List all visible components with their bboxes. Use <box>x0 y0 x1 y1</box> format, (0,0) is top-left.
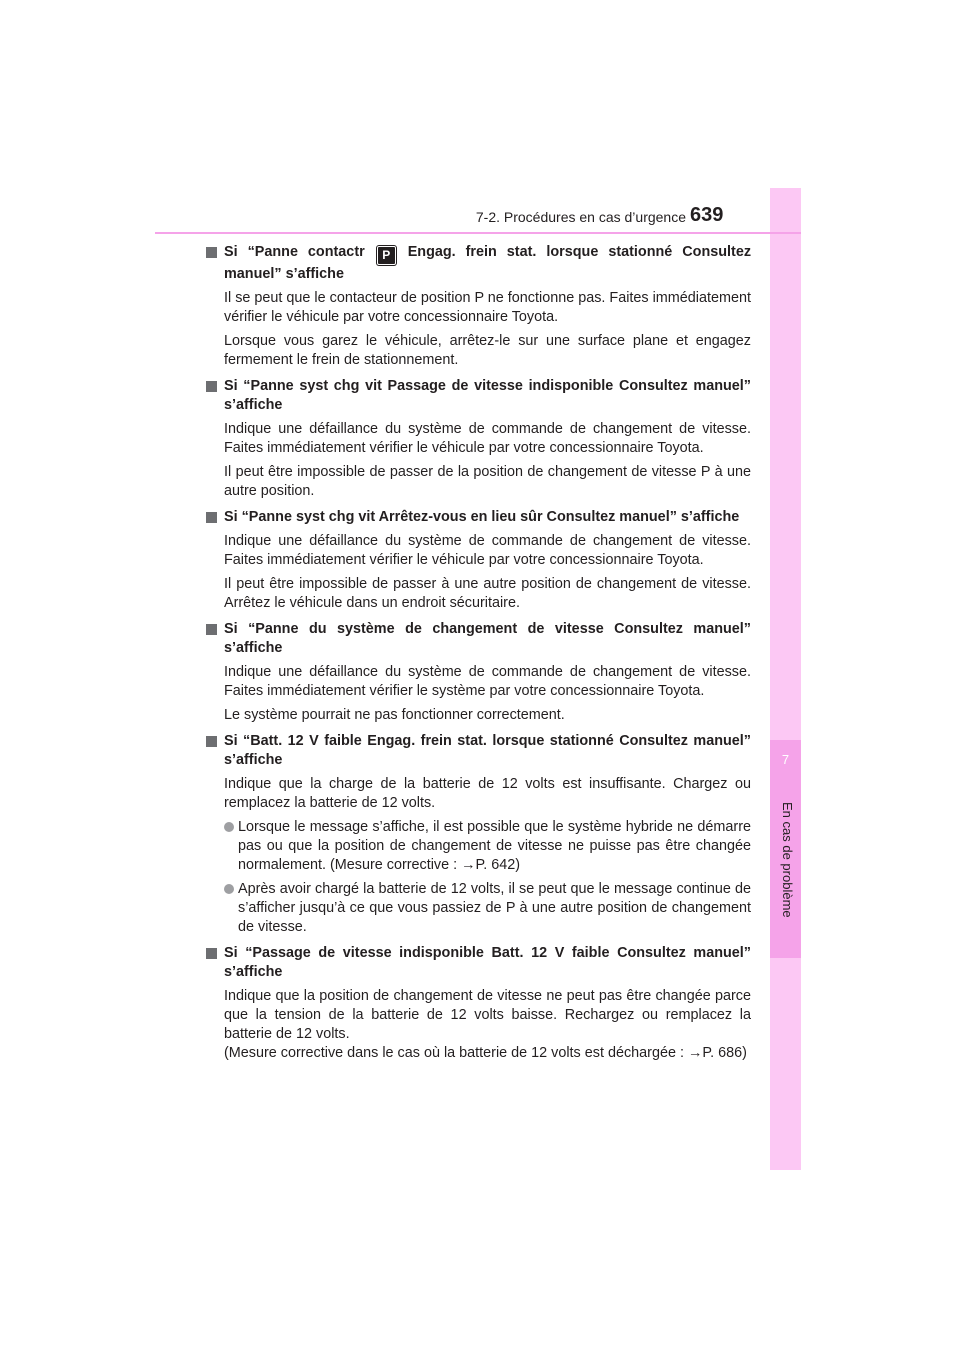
square-bullet-icon <box>206 381 217 392</box>
paragraph: Indique une défaillance du système de commande de changement de vitesse. Faites immédiatement vérifier le véhicule par votre concessionnaire Toyota. <box>224 533 751 568</box>
section-heading: Si “Panne syst chg vit Passage de vitesse indisponible Consultez manuel” s’affiche <box>206 377 751 415</box>
paragraph: Lorsque vous garez le véhicule, arrêtez-le sur une surface plane et engagez fermement le frein de stationnement. <box>224 333 751 368</box>
paragraph: Indique que la charge de la batterie de 12 volts est insuffisante. Chargez ou remplacez la batterie de 12 volts. <box>224 776 751 811</box>
chapter-title: 7-2. Procédures en cas d’urgence <box>475 209 686 225</box>
paragraph: Il peut être impossible de passer de la position de changement de vitesse P à une autre position. <box>224 464 751 499</box>
paragraph: Le système pourrait ne pas fonctionner correctement. <box>224 707 565 723</box>
side-tab-band <box>770 188 801 1170</box>
paragraph: Il peut être impossible de passer à une autre position de changement de vitesse. Arrêtez le véhicule dans un endroit sécuritaire. <box>224 576 751 611</box>
paragraph: Indique une défaillance du système de commande de changement de vitesse. Faites immédiatement vérifier le véhicule par votre concessionnaire Toyota. <box>224 421 751 456</box>
page-number: 639 <box>690 204 724 226</box>
side-tab-label: En cas de problème <box>780 802 795 918</box>
page-content <box>206 243 751 1070</box>
square-bullet-icon <box>206 948 217 959</box>
header-rule <box>155 232 801 234</box>
section-heading: Si “Panne contactr P Engag. frein stat. lorsque stationné Consultez manuel” s’affiche <box>206 243 751 284</box>
section-heading: Si “Panne du système de changement de vitesse Consultez manuel” s’affiche <box>206 620 751 658</box>
section-shift-unavailable-low-battery <box>206 944 751 1063</box>
section-heading: Si “Passage de vitesse indisponible Batt. 12 V faible Consultez manuel” s’affiche <box>206 944 751 982</box>
section-shift-unavailable <box>206 377 751 501</box>
round-bullet-icon <box>224 884 234 894</box>
paragraph: Il se peut que le contacteur de position P ne fonctionne pas. Faites immédiatement vérifier le véhicule par votre concessionnaire Toyota. <box>224 290 751 325</box>
park-indicator-icon: P <box>377 246 396 265</box>
section-stop-safely <box>206 508 751 613</box>
square-bullet-icon <box>206 512 217 523</box>
square-bullet-icon <box>206 624 217 635</box>
section-heading: Si “Panne syst chg vit Arrêtez-vous en lieu sûr Consultez manuel” s’affiche <box>206 508 751 527</box>
square-bullet-icon <box>206 736 217 747</box>
section-shift-system-failure <box>206 620 751 725</box>
list-item: Lorsque le message s’affiche, il est possible que le système hybride ne démarre pas ou que la position de changement de vitesse ne puisse pas être changée normalement. (Mesure corrective : →P. 642) <box>206 818 751 875</box>
section-low-battery <box>206 732 751 937</box>
square-bullet-icon <box>206 247 217 258</box>
round-bullet-icon <box>224 822 234 832</box>
paragraph: Indique que la position de changement de vitesse ne peut pas être changée parce que la tension de la batterie de 12 volts baisse. Rechargez ou remplacez la batterie de 12 volts. <box>224 988 751 1042</box>
paragraph: (Mesure corrective dans le cas où la batterie de 12 volts est déchargée : →P. 686) <box>224 1045 747 1061</box>
side-tab-chapter-number: 7 <box>781 752 790 767</box>
paragraph: Indique une défaillance du système de commande de changement de vitesse. Faites immédiatement vérifier le système par votre concessionnaire Toyota. <box>224 664 751 699</box>
list-item: Après avoir chargé la batterie de 12 volts, il se peut que le message continue de s’afficher jusqu’à ce que vous passiez de P à une autre position de changement de vitesse. <box>206 880 751 937</box>
section-heading: Si “Batt. 12 V faible Engag. frein stat. lorsque stationné Consultez manuel” s’affiche <box>206 732 751 770</box>
section-park-switch <box>206 243 751 370</box>
